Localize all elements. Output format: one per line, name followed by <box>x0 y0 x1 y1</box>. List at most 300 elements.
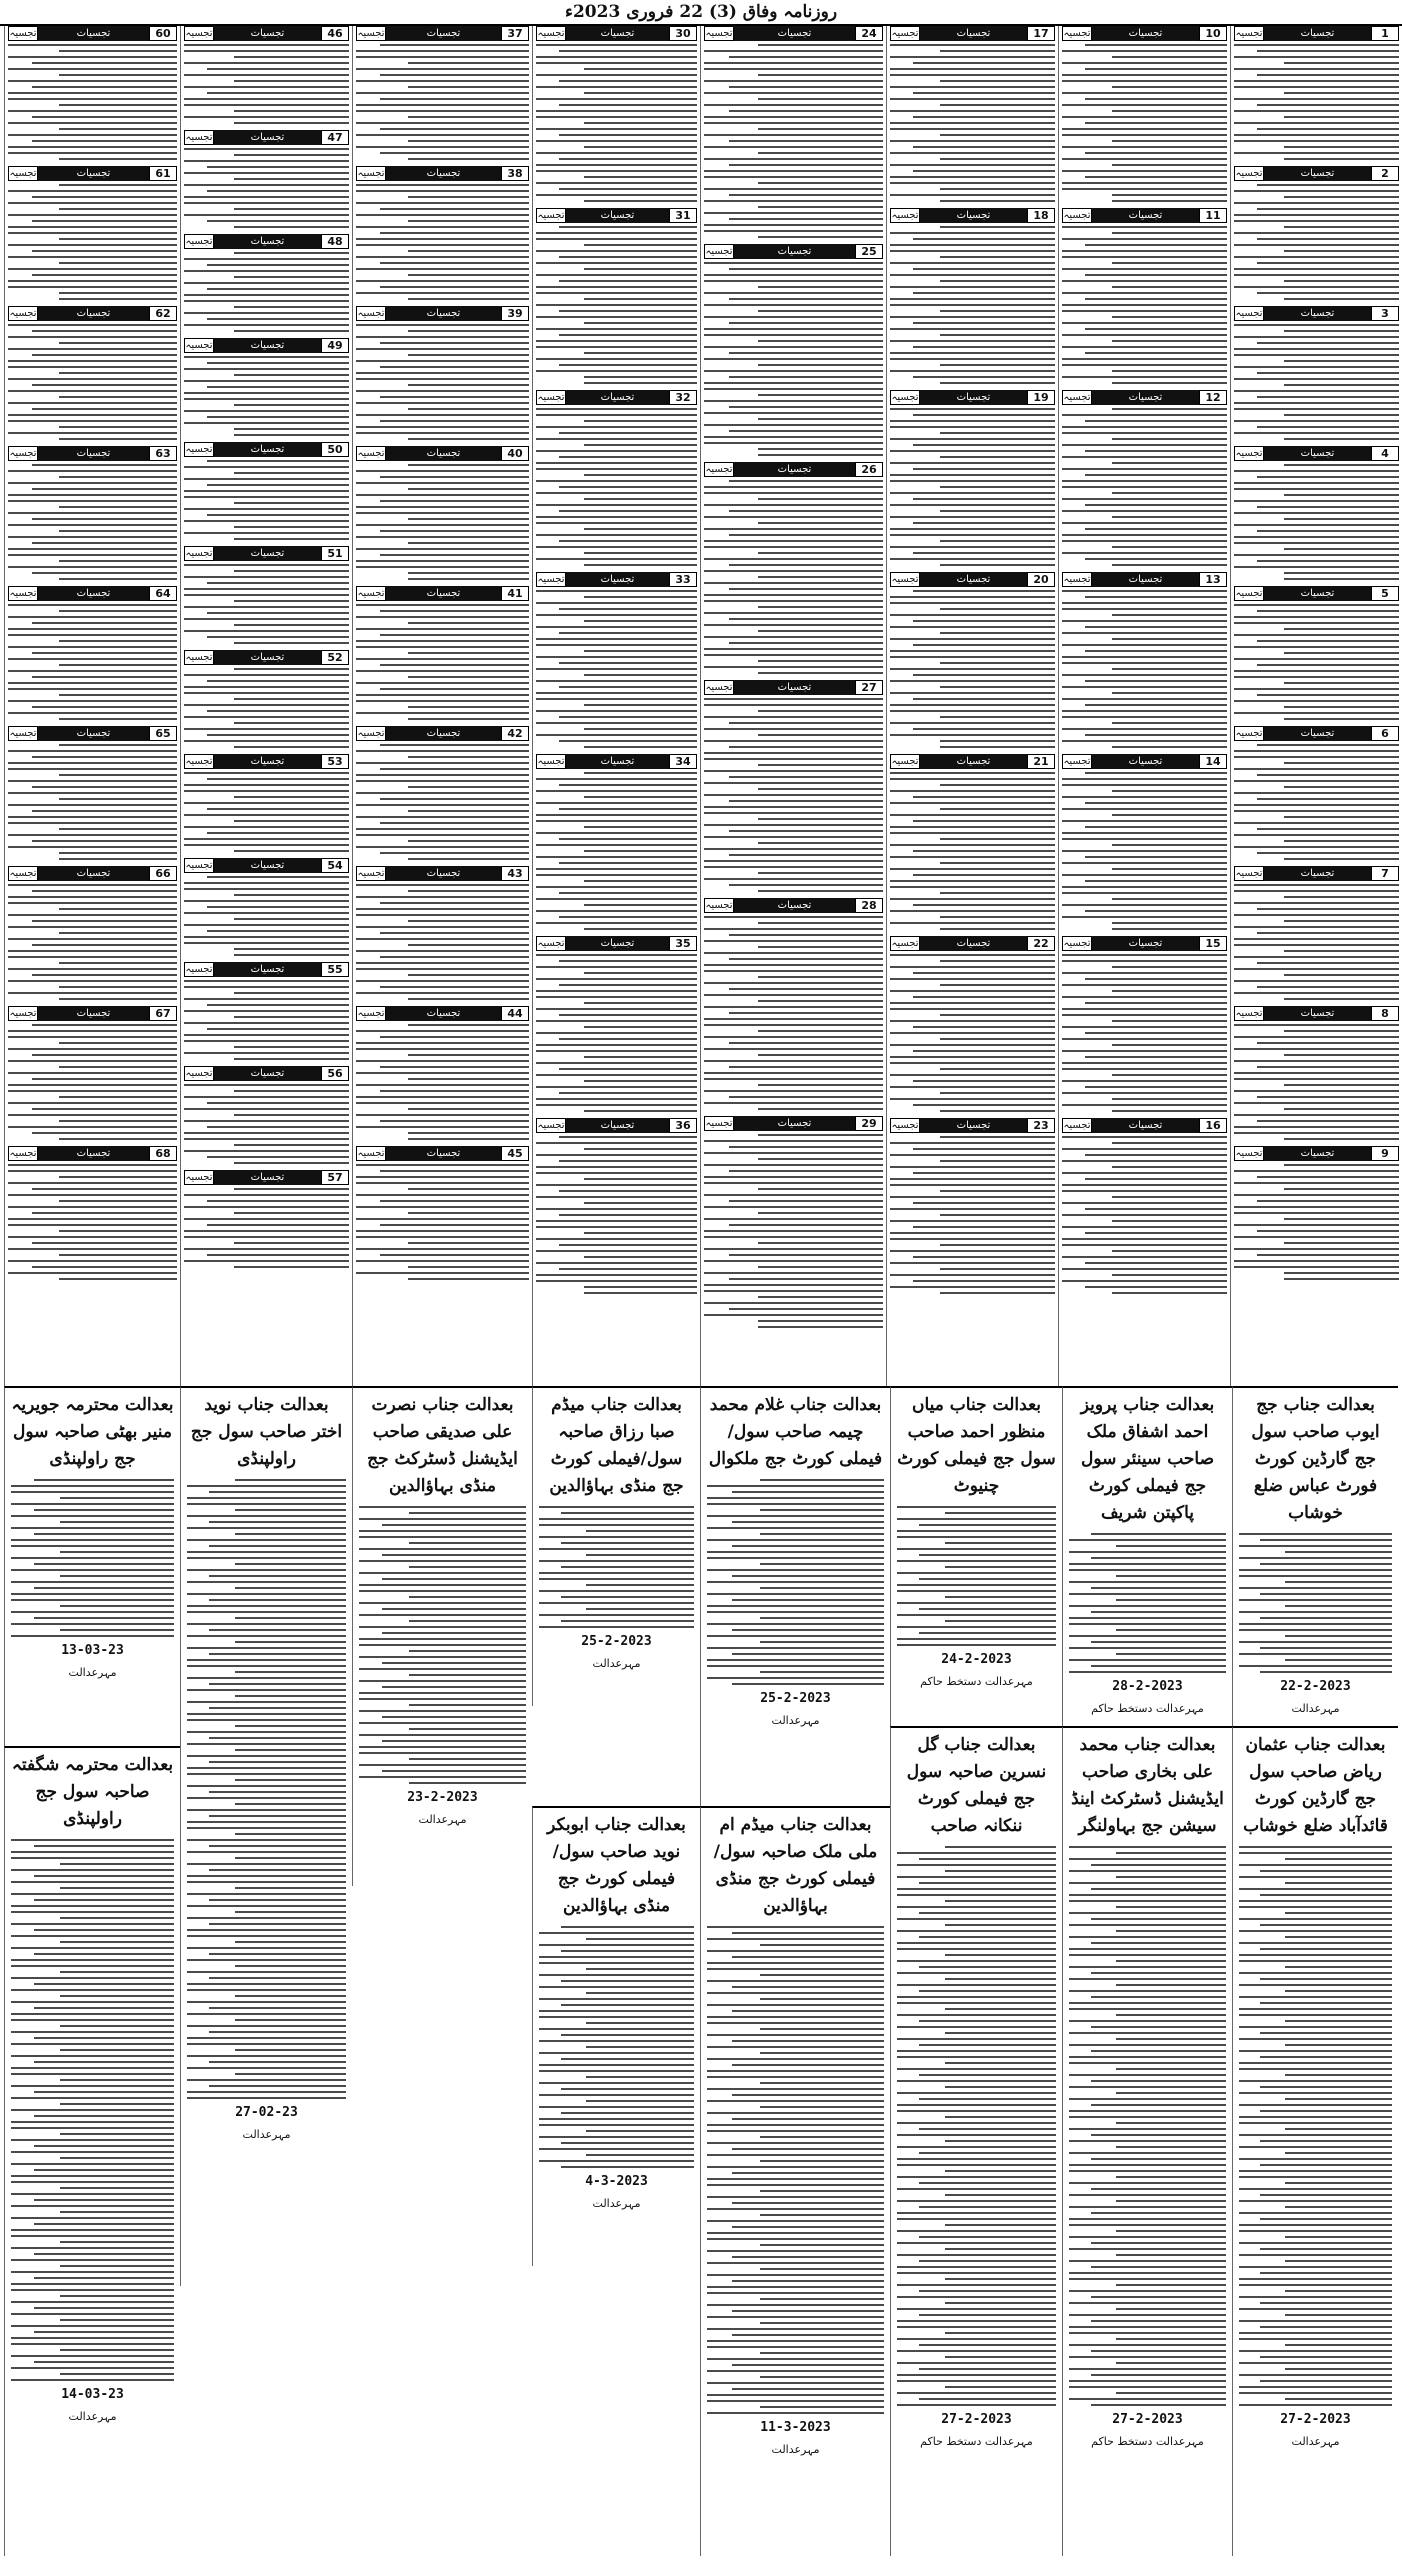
hearing-date: 27-02-23 <box>235 2105 298 2120</box>
notice-header-bar <box>1062 754 1227 769</box>
text-line <box>408 1212 529 1214</box>
notice-item <box>1234 1146 1399 1280</box>
hearing-date: 25-2-2023 <box>581 1634 652 1649</box>
notice-header-bar <box>536 26 697 41</box>
news-column <box>1230 26 1402 1386</box>
text-line <box>945 1978 1056 1980</box>
text-line <box>704 878 883 880</box>
text-line <box>59 426 177 428</box>
notice-body-text <box>1234 324 1399 440</box>
text-line <box>8 688 177 690</box>
notice-type-box: تجسیہ <box>9 1008 37 1019</box>
text-line <box>707 2394 884 2396</box>
notice-label: تجسیات <box>734 898 855 913</box>
notice-body-text <box>8 44 177 160</box>
text-line <box>356 950 529 952</box>
text-line <box>207 1156 349 1158</box>
text-line <box>1062 904 1227 906</box>
text-line <box>8 92 177 94</box>
text-line <box>1234 688 1399 690</box>
notice-type-box: تجسیہ <box>357 1008 385 1019</box>
text-line <box>8 1060 177 1062</box>
text-line <box>707 2004 884 2006</box>
text-line <box>704 436 883 438</box>
text-line <box>34 2061 174 2063</box>
text-line <box>1239 1906 1392 1908</box>
text-line <box>1062 874 1227 876</box>
text-line <box>408 676 529 678</box>
text-line <box>890 910 1055 912</box>
text-line <box>184 1120 349 1122</box>
text-line <box>536 954 697 956</box>
text-line <box>8 414 177 416</box>
text-line <box>184 258 349 260</box>
text-line <box>1239 1599 1392 1601</box>
text-line <box>356 884 529 886</box>
text-line <box>890 122 1055 124</box>
text-line <box>1062 644 1227 646</box>
text-line <box>536 546 697 548</box>
text-line <box>704 836 883 838</box>
text-line <box>732 1575 884 1577</box>
text-line <box>890 328 1055 330</box>
text-line <box>1069 1858 1226 1860</box>
text-line <box>234 330 350 332</box>
text-line <box>1284 414 1400 416</box>
text-line <box>1239 1930 1392 1932</box>
notice-body-text <box>184 876 349 956</box>
text-line <box>1085 274 1227 276</box>
notice-number: 48 <box>321 234 349 249</box>
notice-item <box>536 754 697 930</box>
notice-number: 38 <box>501 166 529 181</box>
text-line <box>1062 960 1227 962</box>
text-line <box>539 1524 694 1526</box>
text-line <box>1062 364 1227 366</box>
text-line <box>1116 1930 1226 1932</box>
court-notice <box>4 1746 180 2556</box>
text-line <box>707 2304 884 2306</box>
notice-item <box>8 866 177 1000</box>
text-line <box>1260 2032 1392 2034</box>
text-line <box>234 110 350 112</box>
text-line <box>187 2079 346 2081</box>
text-line <box>409 1542 526 1544</box>
text-line <box>32 810 177 812</box>
text-line <box>559 608 697 610</box>
text-line <box>34 1929 174 1931</box>
text-line <box>1091 1641 1226 1643</box>
text-line <box>1239 1653 1392 1655</box>
notice-item <box>1234 306 1399 440</box>
text-line <box>187 2067 346 2069</box>
notice-label: تجسیات <box>214 130 321 145</box>
text-line <box>536 1098 697 1100</box>
text-line <box>758 454 883 456</box>
text-line <box>11 2055 174 2057</box>
text-line <box>8 146 177 148</box>
text-line <box>1085 450 1227 452</box>
text-line <box>8 1126 177 1128</box>
text-line <box>11 1893 174 1895</box>
text-line <box>1062 832 1227 834</box>
text-line <box>8 366 177 368</box>
text-line <box>1239 2242 1392 2244</box>
text-line <box>1112 1020 1228 1022</box>
text-line <box>707 2328 884 2330</box>
notice-label: تجسیات <box>1264 1146 1371 1161</box>
text-line <box>758 672 883 674</box>
text-line <box>1069 1659 1226 1661</box>
notice-number: 54 <box>321 858 349 873</box>
text-line <box>940 256 1056 258</box>
notice-number: 37 <box>501 26 529 41</box>
text-line <box>536 358 697 360</box>
text-line <box>913 904 1055 906</box>
text-line <box>707 2088 884 2090</box>
text-line <box>1257 506 1399 508</box>
text-line <box>380 956 529 958</box>
text-line <box>1284 652 1400 654</box>
text-line <box>235 1671 346 1673</box>
text-line <box>758 394 883 396</box>
text-line <box>359 1572 526 1574</box>
notice-label: تجسیات <box>38 166 149 181</box>
text-line <box>729 86 883 88</box>
notice-body-text <box>184 1084 349 1164</box>
text-line <box>760 1998 884 2000</box>
text-line <box>235 1965 346 1967</box>
notice-number: 30 <box>669 26 697 41</box>
text-line <box>1085 122 1227 124</box>
notice-body-text <box>184 460 349 540</box>
text-line <box>707 1992 884 1994</box>
text-line <box>536 426 697 428</box>
text-line <box>207 710 349 712</box>
text-line <box>1234 286 1399 288</box>
text-line <box>408 354 529 356</box>
text-line <box>234 1046 350 1048</box>
text-line <box>707 2178 884 2180</box>
text-line <box>1257 372 1399 374</box>
text-line <box>729 1278 883 1280</box>
text-line <box>1062 710 1227 712</box>
text-line <box>1112 990 1228 992</box>
notice-body-text <box>536 954 697 1112</box>
text-line <box>11 2001 174 2003</box>
notice-item <box>890 26 1055 202</box>
notice-header-bar <box>890 572 1055 587</box>
text-line <box>707 1539 884 1541</box>
text-line <box>1234 1132 1399 1134</box>
notice-item <box>8 1146 177 1280</box>
text-line <box>1062 498 1227 500</box>
text-line <box>890 668 1055 670</box>
text-line <box>945 2008 1056 2010</box>
notice-number: 13 <box>1199 572 1227 587</box>
text-line <box>539 1956 694 1958</box>
text-line <box>584 796 697 798</box>
text-line <box>897 2308 1056 2310</box>
notice-label: تجسیات <box>38 26 149 41</box>
text-line <box>539 2160 694 2162</box>
text-line <box>1116 1629 1226 1631</box>
text-line <box>187 1863 346 1865</box>
text-line <box>913 1050 1055 1052</box>
text-line <box>207 288 349 290</box>
text-line <box>890 128 1055 130</box>
notice-body-text <box>356 604 529 720</box>
text-line <box>890 450 1055 452</box>
text-line <box>890 626 1055 628</box>
text-line <box>234 80 350 82</box>
text-line <box>11 2193 174 2195</box>
text-line <box>940 134 1056 136</box>
notice-body-text <box>890 1136 1055 1294</box>
text-line <box>890 966 1055 968</box>
text-line <box>1257 208 1399 210</box>
text-line <box>561 1566 694 1568</box>
text-line <box>356 50 529 52</box>
text-line <box>235 1725 346 1727</box>
notice-item <box>184 754 349 852</box>
text-line <box>536 504 697 506</box>
text-line <box>704 770 883 772</box>
text-line <box>11 2121 174 2123</box>
text-line <box>207 68 349 70</box>
text-line <box>359 1638 526 1640</box>
text-line <box>1239 2212 1392 2214</box>
text-line <box>1091 2026 1226 2028</box>
text-line <box>32 676 177 678</box>
text-line <box>234 918 350 920</box>
text-line <box>382 1686 526 1688</box>
notice-body-text <box>8 324 177 440</box>
text-line <box>536 110 697 112</box>
text-line <box>207 1200 349 1202</box>
text-line <box>34 1563 174 1565</box>
text-line <box>539 2094 694 2096</box>
text-line <box>60 1863 174 1865</box>
notice-body-text <box>704 916 883 1110</box>
text-line <box>1284 950 1400 952</box>
text-line <box>945 1542 1056 1544</box>
text-line <box>8 420 177 422</box>
text-line <box>8 750 177 752</box>
text-line <box>536 340 697 342</box>
text-line <box>356 512 529 514</box>
text-line <box>897 2104 1056 2106</box>
text-line <box>184 148 349 150</box>
text-line <box>536 522 697 524</box>
text-line <box>235 1833 346 1835</box>
text-line <box>11 2289 174 2291</box>
text-line <box>1239 1533 1392 1535</box>
text-line <box>1234 676 1399 678</box>
notice-number: 21 <box>1027 754 1055 769</box>
text-line <box>380 286 529 288</box>
text-line <box>207 832 349 834</box>
notice-body-text <box>1234 604 1399 720</box>
text-line <box>1069 1900 1226 1902</box>
text-line <box>34 2115 174 2117</box>
text-line <box>890 274 1055 276</box>
text-line <box>758 764 883 766</box>
notice-type-box: تجسیہ <box>357 28 385 39</box>
text-line <box>536 1166 697 1168</box>
text-line <box>1239 2170 1392 2172</box>
text-line <box>1062 1202 1227 1204</box>
text-line <box>8 846 177 848</box>
text-line <box>1062 778 1227 780</box>
text-line <box>1069 1593 1226 1595</box>
text-line <box>359 1710 526 1712</box>
court-seal-signature: مہرعدالت <box>771 2443 820 2456</box>
hearing-date: 11-3-2023 <box>760 2420 831 2435</box>
text-line <box>704 1248 883 1250</box>
text-line <box>704 188 883 190</box>
text-line <box>8 670 177 672</box>
text-line <box>536 1172 697 1174</box>
notice-body-text <box>8 1164 177 1280</box>
text-line <box>536 644 697 646</box>
text-line <box>1069 1954 1226 1956</box>
text-line <box>234 746 350 748</box>
text-line <box>1091 2404 1226 2406</box>
text-line <box>234 1114 350 1116</box>
text-line <box>1239 1996 1392 1998</box>
text-line <box>8 152 177 154</box>
text-line <box>1062 838 1227 840</box>
text-line <box>890 1020 1055 1022</box>
text-line <box>561 2166 694 2168</box>
text-line <box>8 202 177 204</box>
text-line <box>356 470 529 472</box>
text-line <box>536 44 697 46</box>
text-line <box>536 1274 697 1276</box>
text-line <box>536 868 697 870</box>
text-line <box>1239 1984 1392 1986</box>
text-line <box>890 602 1055 604</box>
text-line <box>559 364 697 366</box>
text-line <box>207 1102 349 1104</box>
text-line <box>729 352 883 354</box>
text-line <box>707 1581 884 1583</box>
notice-body-text <box>8 1024 177 1140</box>
text-line <box>11 1881 174 1883</box>
text-line <box>59 560 177 562</box>
text-line <box>536 1208 697 1210</box>
notice-item <box>184 442 349 540</box>
text-line <box>1069 2278 1226 2280</box>
text-line <box>1234 822 1399 824</box>
text-line <box>890 886 1055 888</box>
text-line <box>11 1485 174 1487</box>
text-line <box>1284 718 1400 720</box>
text-line <box>1112 746 1228 748</box>
text-line <box>704 1018 883 1020</box>
notice-header-bar <box>184 962 349 977</box>
text-line <box>890 638 1055 640</box>
notice-type-box: تجسیہ <box>9 28 37 39</box>
text-line <box>1260 2326 1392 2328</box>
text-line <box>60 2211 174 2213</box>
text-line <box>704 928 883 930</box>
text-line <box>1112 722 1228 724</box>
text-line <box>408 62 529 64</box>
text-line <box>1284 298 1400 300</box>
text-line <box>890 164 1055 166</box>
news-column <box>352 26 532 1386</box>
text-line <box>1257 640 1399 642</box>
text-line <box>34 1899 174 1901</box>
text-line <box>707 1551 884 1553</box>
text-line <box>408 158 529 160</box>
notice-body-text <box>704 480 883 674</box>
text-line <box>707 2166 884 2168</box>
text-line <box>234 1242 350 1244</box>
text-line <box>1234 500 1399 502</box>
text-line <box>584 1178 697 1180</box>
text-line <box>584 244 697 246</box>
text-line <box>1069 1948 1226 1950</box>
text-line <box>356 646 529 648</box>
notice-label: تجسیات <box>1264 306 1371 321</box>
text-line <box>1234 68 1399 70</box>
text-line <box>890 528 1055 530</box>
text-line <box>1260 2086 1392 2088</box>
text-line <box>707 2358 884 2360</box>
text-line <box>897 1572 1056 1574</box>
text-line <box>559 1014 697 1016</box>
notice-number: 34 <box>669 754 697 769</box>
text-line <box>1112 516 1228 518</box>
notice-header-bar <box>890 390 1055 405</box>
text-line <box>1257 908 1399 910</box>
text-line <box>760 1974 884 1976</box>
text-line <box>890 68 1055 70</box>
court-notice <box>532 1806 700 2266</box>
text-line <box>1234 956 1399 958</box>
masthead-title: روزنامہ وفاق (3) 22 فروری 2023ء <box>564 2 838 22</box>
text-line <box>1062 334 1227 336</box>
text-line <box>1085 244 1227 246</box>
text-line <box>704 170 883 172</box>
text-line <box>584 620 697 622</box>
notice-header-bar <box>184 858 349 873</box>
text-line <box>1062 358 1227 360</box>
text-line <box>1069 2272 1226 2274</box>
text-line <box>940 1190 1056 1192</box>
notice-type-box: تجسیہ <box>705 1118 733 1129</box>
text-line <box>758 1030 883 1032</box>
text-line <box>732 2094 884 2096</box>
text-line <box>945 2386 1056 2388</box>
text-line <box>1284 1054 1400 1056</box>
notice-type-box: تجسیہ <box>185 652 213 663</box>
text-line <box>1091 1587 1226 1589</box>
text-line <box>1062 698 1227 700</box>
text-line <box>1062 256 1227 258</box>
text-line <box>707 2292 884 2294</box>
court-notice <box>890 1386 1062 1726</box>
text-line <box>945 2116 1056 2118</box>
text-line <box>897 2380 1056 2382</box>
text-line <box>408 718 529 720</box>
text-line <box>1091 2080 1226 2082</box>
text-line <box>1085 98 1227 100</box>
text-line <box>1112 316 1228 318</box>
